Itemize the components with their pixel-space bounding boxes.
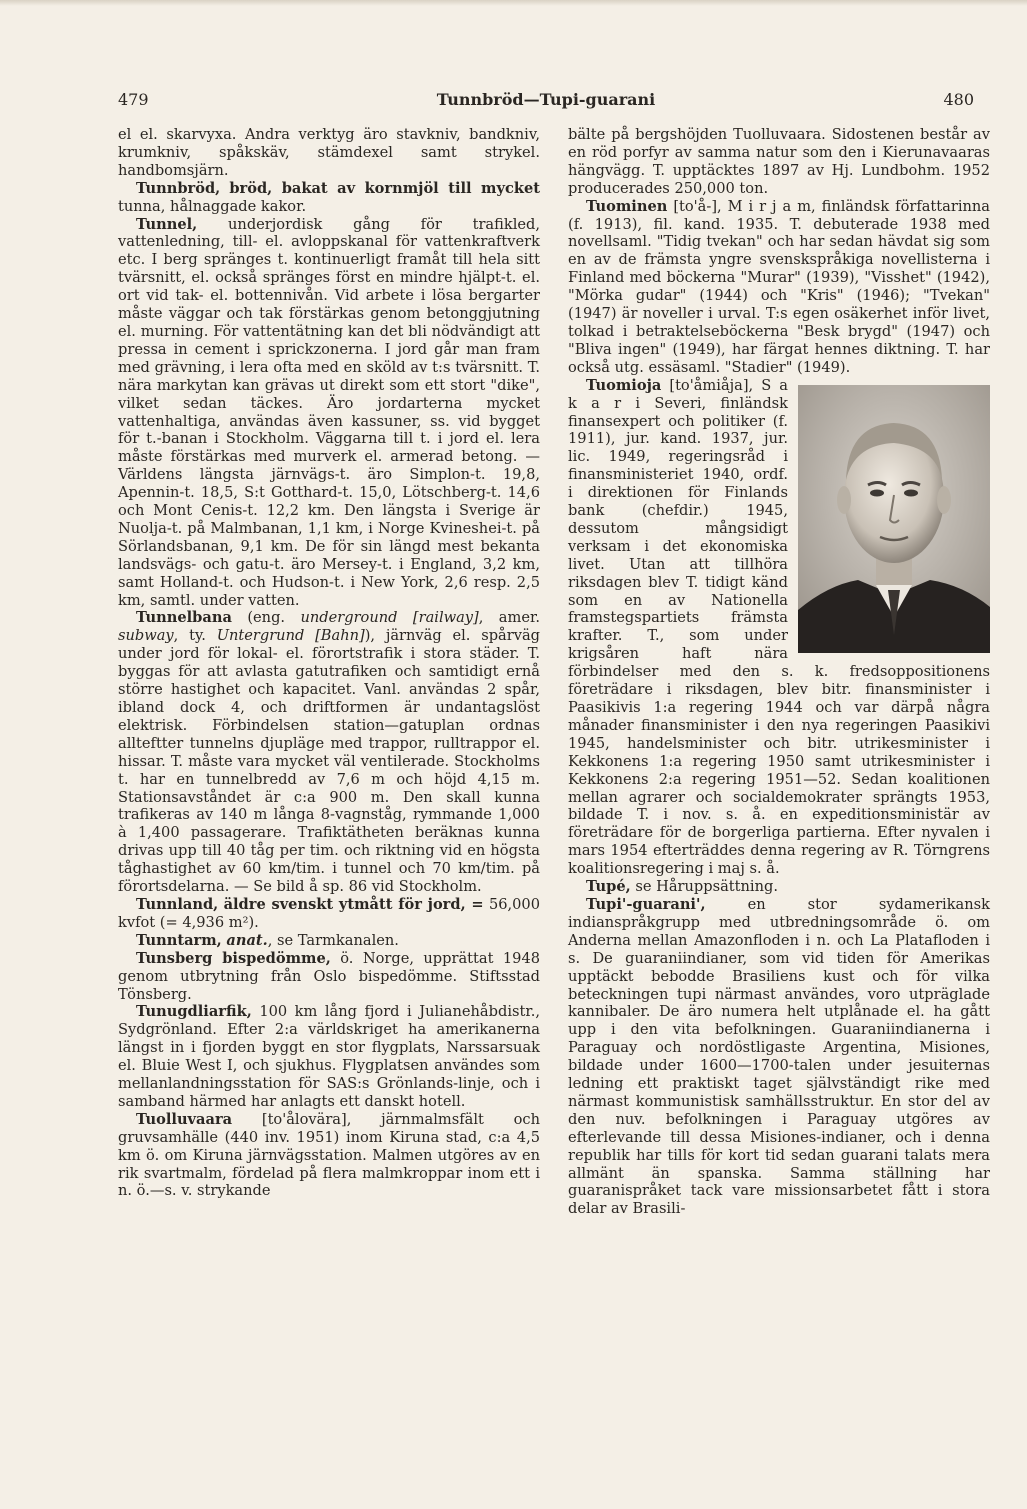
entry-text: , amer.	[478, 609, 540, 627]
headword: Tunnelbana	[136, 609, 232, 627]
entry-text: [to'ålovära], järnmalmsfält och gruvsamhälle (440 inv. 1951) inom Kiruna stad, c:a 4,5 km ö. om Kiruna järnvägsstation. Malmen utgöres av en rik svartmalm, fördelad på flera malmkroppar inom ett i n. ö.—s. v. strykande	[118, 1110, 540, 1200]
page-header	[118, 90, 974, 114]
headword: Tunntarm,	[136, 931, 222, 949]
entry-text: en stor sydamerikansk indianspråkgrupp med utbredningsområde ö. om Anderna mellan Amazonfloden i n. och La Platafloden i s. De guaraniindianer, som vid tiden för Amerikas upptäckt bebodde Brasiliens kust och för vilka beteckningen tupi närmast användes, voro utpräglade kannibaler. De äro numera helt utplånade el. ha gått upp i den vita befolkningen. Guaraniindianerna i Paraguay och nordöstligaste Argentina, Misiones, bildade under 1600—1700-talen under jesuiternas ledning ett praktiskt taget självständigt rike med närmast kommunistisk samhällsstruktur. En stor del av den nuv. befolkningen i Paraguay utgöres av efterlevande till dessa Misiones-indianer, och i denna republik har tills för kort tid sedan guarani talats mera allmänt än spanska. Samma ställning har guaranispråket tack vare missionsarbetet fått i stora delar av Brasili-	[568, 895, 990, 1218]
page-number-left: 479	[118, 90, 149, 109]
continuation-text: el el. skarvyxa. Andra verktyg äro stavkniv, bandkniv, krumkniv, spåkskäv, stämdexel samt strykel. handbomsjärn.	[118, 126, 540, 179]
entry-text: , se Tarmkanalen.	[267, 931, 399, 949]
entry-tunsberg	[118, 950, 540, 1004]
headword: Tuominen	[586, 197, 668, 215]
entry-text: se Håruppsättning.	[635, 878, 778, 896]
entry-text: ö. Norge, upprättat 1948 genom utbrytning från Oslo bispedömme. Stiftsstad Tönsberg.	[118, 949, 541, 1003]
entry-italic: Untergrund [Bahn]	[216, 627, 365, 645]
entry-text: (eng.	[247, 609, 286, 627]
portrait-photo	[798, 385, 990, 653]
entry-tunnel	[118, 216, 540, 610]
entry-text: [to'å-], M i r j a m, finländsk författarinna (f. 1913), fil. kand. 1935. T. debuterade 1938 med novellsaml. "Tidig tvekan" och har sedan hävdat sig som en av de främsta yngre svenskspråkiga novellisterna i Finland med böckerna "Murar" (1939), "Visshet" (1942), "Mörka gudar" (1944) och "Kris" (1946); "Tvekan" (1947) är noveller i urval. T:s egen osäkerhet inför livet, tolkad i betraktelseböckerna "Besk brygd" (1947) och "Bliva ingen" (1949), har färgat hennes diktning. T. har också utg. essäsaml. "Stadier" (1949).	[568, 197, 991, 376]
entry-text: 100 km lång fjord i Julianehåbdistr., Sydgrönland. Efter 2:a världskriget ha amerikanerna längst in i fjorden byggt en stor flygplats, Narssarsuak el. Bluie West I, och sjukhus. Flygplatsen användes som mellanlandningsstation för SAS:s Grönlands-linje, och i samband härmed har anlagts ett danskt hotell.	[118, 1003, 540, 1110]
headword: Tunugdliarfik,	[136, 1003, 252, 1021]
right-column	[568, 126, 990, 1218]
entry-text: tunna, hålnaggade kakor.	[118, 197, 307, 215]
entry-tunnelbana	[118, 609, 540, 896]
page-edge	[0, 0, 1027, 6]
page-title: Tunnbröd—Tupi-guarani	[436, 90, 656, 109]
entry-tuolluvaara	[118, 1111, 540, 1201]
entry-tunnbrod	[118, 180, 540, 216]
headword: Tunnel,	[136, 215, 198, 233]
entry-text: [to'åmiåja], S a k a r i Severi, finländsk finansexpert och politiker (f. 1911), jur. kand. 1937, jur. lic. 1949, regeringsråd i finansministeriet 1940, ordf. i direktionen för Finlands bank (chefdir.) 1945, dessutom mångsidigt verksam i det ekonomiska livet. Utan att tillhöra riksdagen blev T. tidigt känd som en av Nationella framstegspartiets främsta krafter. T., som under krigsåren haft nära förbindelser med den s. k. fredsoppositionens företrädare i riksdagen, blev bitr. finansminister i Paasikivis 1:a regering 1944 och var därpå några månader finansminister i den nya regeringen Paasikivi 1945, handelsminister och bitr. utrikesminister i Kekkonens 1:a regering 1950 samt utrikesminister i Kekkonens 2:a regering 1951—52. Sedan koalitionen mellan agrarer och socialdemokrater sprängts 1953, bildade T. i nov. s. å. en expeditionsministär av företrädare för de borgerliga partierna. Efter nyvalen i mars 1954 efterträddes denna regering av R. Törngrens koalitionsregering i maj s. å.	[568, 376, 990, 878]
entry-italic: subway	[118, 627, 174, 645]
entry-tunntarm	[118, 932, 540, 950]
entry-tunnland	[118, 896, 540, 932]
entry-text: 56,000 kvfot (= 4,936 m²).	[118, 895, 541, 931]
page-number-right: 480	[943, 90, 974, 109]
headword: Tunnland,	[136, 895, 219, 913]
entry-tupe	[568, 878, 990, 896]
entry-italic: underground [railway]	[300, 609, 479, 627]
entry-bold-definition: bröd, bakat av kornmjöl till mycket	[229, 179, 541, 197]
left-column	[118, 126, 540, 1200]
entry-tunugdliarfik	[118, 1003, 540, 1110]
headword: Tunnbröd,	[136, 179, 221, 197]
entry-tupi-guarani	[568, 896, 990, 1218]
headword: Tunsberg bispedömme,	[136, 949, 331, 967]
headword: Tupi'-guarani',	[586, 895, 706, 913]
headword: Tuolluvaara	[136, 1110, 233, 1128]
entry-text: , ty.	[173, 627, 206, 645]
entry-text: underjordisk gång för trafikled, vattenledning, till- el. avloppskanal för vattenkraftverk etc. I berg spränges t. kontinuerligt framåt till hela sitt tvärsnitt, el. också spränges först en mindre hjälpt-t. el. ort vid tak- el. bottennivån. Vid arbete i lösa bergarter måste väggar och tak förstärkas genom betonggjutning el. murning. För vattentätning kan det bli nödvändigt att pressa in cement i sprickzonerna. I jord går man fram med grävning, i lera ofta med en sköld av t:s tvärsnitt. T. nära markytan kan grävas ut direkt som ett stort "dike", vilket sedan täckes. Äro jordarterna mycket vattenhaltiga, användas även kassuner, ss. vid bygget för t.-banan i Stockholm. Väggarna till t. i jord el. lera måste förstärkas med murverk el. armerad betong. — Världens längsta järnvägs-t. äro Simplon-t. 19,8, Apennin-t. 18,5, S:t Gotthard-t. 15,0, Lötschberg-t. 14,6 och Mont Cenis-t. 12,2 km. Den längsta i Sverige är Nuolja-t. på Malmbanan, 1,1 km, i Norge Kvineshei-t. på Sörlandsbanan, 9,1 km. De för sin längd mest bekanta landsvägs- och gatu-t. äro Mersey-t. i England, 3,2 km, samt Holland-t. och Hudson-t. i New York, 2,6 resp. 2,5 km, samtl. under vatten.	[118, 215, 540, 609]
headword: Tupé,	[586, 878, 631, 896]
entry-tuomioja	[568, 377, 990, 878]
entry-bold-definition: äldre svenskt ytmått för jord, =	[223, 895, 484, 913]
entry-tuominen	[568, 198, 990, 377]
entry-italic: anat.	[226, 931, 268, 949]
headword: Tuomioja	[586, 376, 662, 394]
continuation-text: bälte på bergshöjden Tuolluvaara. Sidostenen består av en röd porfyr av samma natur som den i Kierunavaaras hängvägg. T. upptäcktes 1897 av Hj. Lundbohm. 1952 producerades 250,000 ton.	[568, 126, 990, 197]
portrait-image	[798, 385, 990, 653]
entry-text: ), järnväg el. spårväg under jord för lokal- el. förortstrafik i stora städer. T. byggas för att avlasta gatutrafiken och samtidigt ernå större hastighet och kapacitet. Vanl. användas 2 spår, ibland dock 4, och driftformen är undantagslöst elektrisk. Förbindelsen station—gatuplan ordnas allteftter tunnelns djupläge med trappor, rulltrappor el. hissar. T. måste vara mycket väl ventilerade. Stockholms t. har en tunnelbredd av 7,6 m och höjd 4,15 m. Stationsavståndet är c:a 900 m. Den skall kunna trafikeras av 140 m långa 8-vagnståg, rymmande 1,000 à 1,400 passagerare. Trafiktätheten beräknas kunna drivas upp till 40 tåg per tim. och riktning vid en högsta tåghastighet av 60 km/tim. i tunnel och 70 km/tim. på förortsdelarna. — Se bild å sp. 86 vid Stockholm.	[118, 627, 541, 896]
